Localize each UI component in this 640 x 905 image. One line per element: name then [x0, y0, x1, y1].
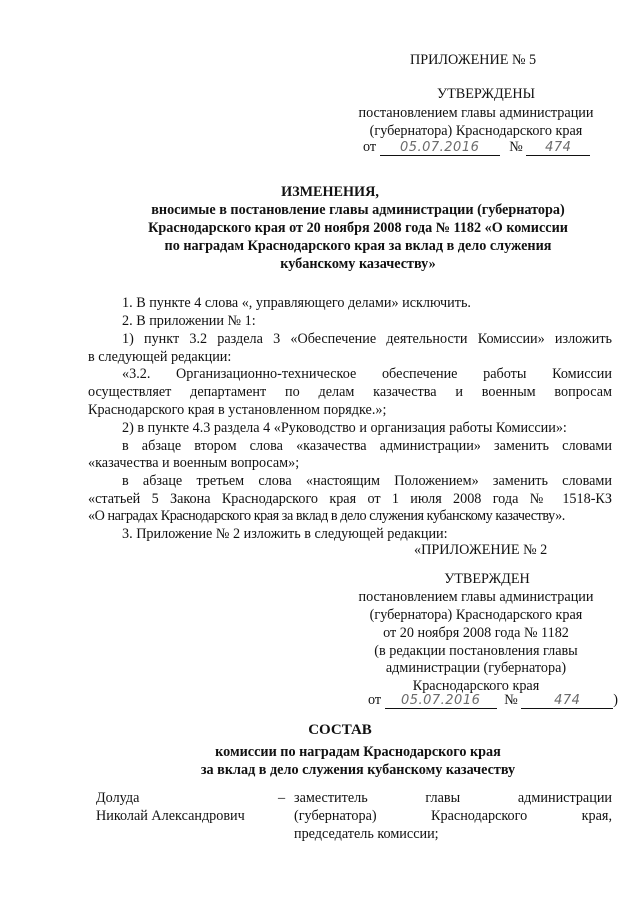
closing-paren: ) [613, 692, 619, 708]
approval-line-1: постановлением главы администрации [358, 105, 594, 121]
composition-subtitle-2: за вклад в дело служения кубанскому казачеству [200, 762, 516, 778]
approval-date-line [363, 139, 590, 156]
paragraph-7-line-1: в абзаце третьем слова «настоящим Положением» заменить словами [122, 473, 612, 489]
paragraph-1: 1. В пункте 4 слова «, управляющего делами» исключить. [122, 295, 471, 311]
appendix-2-line-1: постановлением главы администрации [358, 589, 594, 605]
paragraph-3-line-1: 1) пункт 3.2 раздела 3 «Обеспечение деятельности Комиссии» изложить [122, 331, 612, 347]
appendix-2-line-4: (в редакции постановления главы [374, 643, 578, 659]
handwritten-date-2: 05.07.2016 [400, 693, 481, 708]
appendix-2-date-line [368, 692, 618, 709]
paragraph-3-line-2: в следующей редакции: [88, 349, 232, 365]
member-dash: – [278, 790, 286, 806]
paragraph-6-line-1: в абзаце втором слова «казачества администрации» заменить словами [122, 438, 612, 454]
member-position-3: председатель комиссии; [294, 826, 439, 842]
paragraph-4-line-2: осуществляет департамент по делам казачества и военным вопросам [88, 384, 612, 400]
changes-title: ИЗМЕНЕНИЯ, [281, 184, 379, 200]
from-label-2: от [368, 692, 382, 708]
member-position-1: заместитель главы администрации [294, 790, 612, 806]
number-field [526, 140, 590, 156]
handwritten-number-2: 474 [554, 693, 581, 708]
number-field-2 [521, 693, 613, 709]
appendix-2-approved: УТВЕРЖДЕН [444, 571, 530, 587]
from-label: от [363, 139, 377, 155]
member-name: Николай Александрович [96, 808, 245, 824]
paragraph-4-line-3: Краснодарского края в установленном порядке.»; [88, 402, 387, 418]
title-line-2: Краснодарского края от 20 ноября 2008 года № 1182 «О комиссии [148, 220, 568, 236]
member-surname: Долуда [96, 790, 140, 806]
approval-line-2: (губернатора) Краснодарского края [369, 123, 583, 139]
composition-title: СОСТАВ [308, 722, 372, 738]
appendix-2-label: «ПРИЛОЖЕНИЕ № 2 [414, 542, 548, 558]
paragraph-7-line-2: «статьей 5 Закона Краснодарского края от 1 июля 2008 года № 1518-КЗ [88, 491, 612, 507]
handwritten-number: 474 [545, 140, 572, 155]
date-field-2 [385, 693, 497, 709]
title-line-1: вносимые в постановление главы администрации (губернатора) [151, 202, 565, 218]
member-position-2: (губернатора) Краснодарского края, [294, 808, 612, 824]
title-line-3: по наградам Краснодарского края за вклад в дело служения [164, 238, 552, 254]
appendix-2-line-6: Краснодарского края [412, 678, 540, 694]
member-row [0, 790, 640, 850]
approved-heading: УТВЕРЖДЕНЫ [437, 86, 535, 102]
appendix-label: ПРИЛОЖЕНИЕ № 5 [410, 52, 537, 68]
paragraph-7-line-3: «О наградах Краснодарского края за вклад в дело служения кубанскому казачеству». [88, 508, 565, 524]
appendix-2-line-2: (губернатора) Краснодарского края [369, 607, 583, 623]
appendix-2-line-3: от 20 ноября 2008 года № 1182 [383, 625, 569, 641]
paragraph-2: 2. В приложении № 1: [122, 313, 256, 329]
title-line-4: кубанскому казачеству» [280, 256, 436, 272]
paragraph-6-line-2: «казачества и военным вопросам»; [88, 455, 300, 471]
paragraph-8: 3. Приложение № 2 изложить в следующей редакции: [122, 526, 448, 542]
number-sign-2: № [504, 692, 518, 708]
paragraph-4-line-1: «3.2. Организационно-техническое обеспечение работы Комиссии [122, 366, 612, 382]
paragraph-5: 2) в пункте 4.3 раздела 4 «Руководство и организация работы Комиссии»: [122, 420, 567, 436]
handwritten-date: 05.07.2016 [399, 140, 480, 155]
appendix-2-line-5: администрации (губернатора) [385, 660, 567, 676]
number-sign: № [509, 139, 523, 155]
composition-subtitle-1: комиссии по наградам Краснодарского края [215, 744, 501, 760]
date-field [380, 140, 500, 156]
